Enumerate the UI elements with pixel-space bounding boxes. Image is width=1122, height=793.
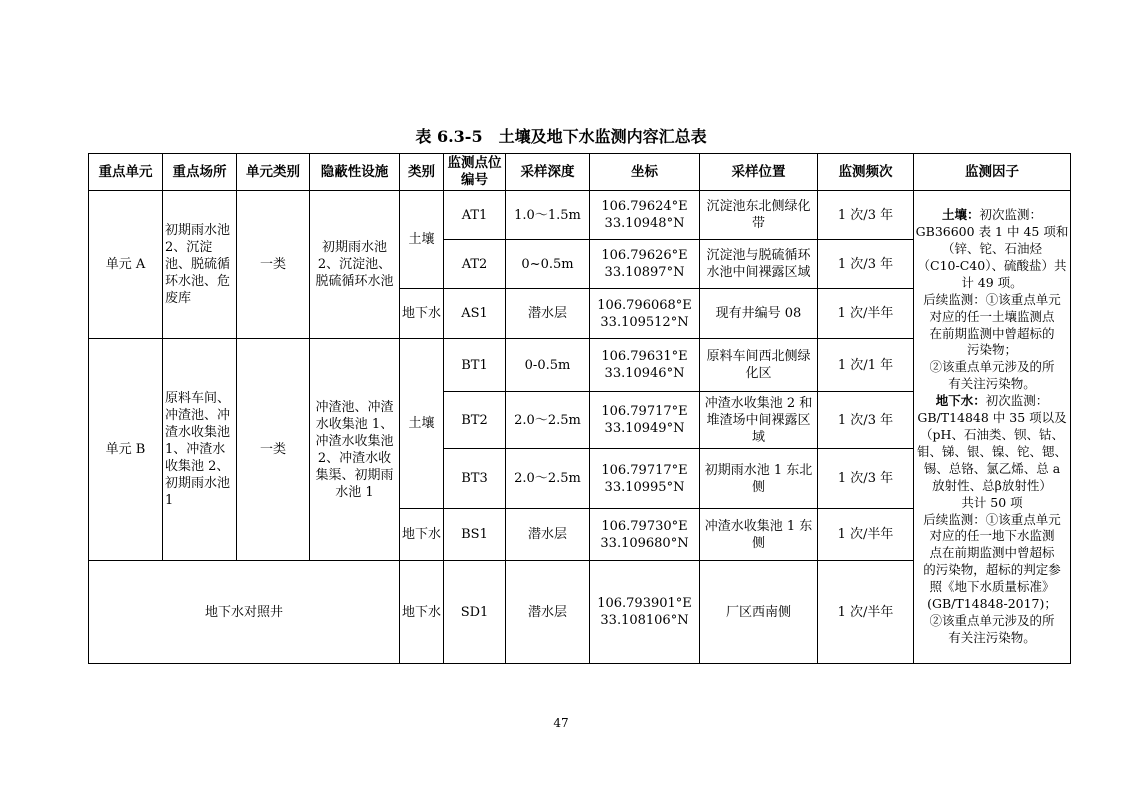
table-title: 土壤及地下水监测内容汇总表 (498, 127, 707, 146)
factor-line: 对应的任一土壤监测点 (929, 308, 1055, 324)
header-factor: 监测因子 (914, 154, 1071, 191)
depth: 潜水层 (506, 289, 590, 339)
lat: 33.109680°N (600, 535, 689, 551)
table-caption (0, 124, 1122, 147)
factor-line: GB/T14848 中 35 项以及 (917, 410, 1067, 426)
lon: 106.79717°E (601, 462, 688, 478)
factor-line: 的污染物，超标的判定参 (923, 562, 1061, 578)
factor-line: 在前期监测中曾超标的 (929, 325, 1055, 341)
coord (590, 289, 700, 339)
factor-line: （pH、石油类、钡、钴、 (920, 427, 1064, 442)
frequency: 1 次/3 年 (818, 191, 914, 240)
lat: 33.10897°N (604, 265, 685, 280)
lat: 33.10995°N (604, 479, 685, 495)
factor-line: （锌、铊、石油烃 (941, 241, 1042, 257)
depth: 2.0～2.5m (506, 392, 590, 449)
location: 厂区西南侧 (700, 561, 818, 664)
unit-b-soil-type: 土壤 (400, 339, 444, 509)
depth: 潜水层 (506, 509, 590, 561)
unit-a-facility: 初期雨水池 2、沉淀池、脱硫循环水池 (310, 191, 400, 339)
monitoring-factors (914, 191, 1071, 664)
unit-b-groundwater-type: 地下水 (400, 509, 444, 561)
factor-line: 污染物； (966, 342, 1017, 358)
factor-line: 钼、锑、银、镍、铊、锶、 (916, 443, 1067, 459)
unit-b-name: 单元 B (89, 339, 163, 561)
frequency: 1 次/3 年 (818, 240, 914, 289)
groundwater-factor-label: 地下水： (935, 393, 986, 409)
lon: 106.79717°E (601, 404, 688, 419)
depth: 2.0～2.5m (506, 449, 590, 509)
factor-line: 后续监测：①该重点单元 (923, 511, 1061, 527)
header-frequency: 监测频次 (818, 154, 914, 191)
factor-line: 初次监测： (985, 393, 1049, 409)
factor-line: 照《地下水质量标准》 (929, 579, 1055, 595)
unit-b-site: 原料车间、冲渣池、冲渣水收集池1、冲渣水收集池 2、初期雨水池 1 (163, 339, 237, 561)
header-row (89, 154, 1071, 191)
factor-line: 后续监测：①该重点单元 (923, 291, 1061, 307)
location: 原料车间西北侧绿化区 (700, 339, 818, 392)
lon: 106.793901°E (597, 596, 692, 611)
point-id: BS1 (444, 509, 506, 561)
header-depth: 采样深度 (506, 154, 590, 191)
factor-line: 初次监测： (979, 207, 1043, 223)
frequency: 1 次/1 年 (818, 339, 914, 392)
lat: 33.108106°N (600, 613, 689, 628)
location: 初期雨水池 1 东北侧 (700, 449, 818, 509)
unit-a-name: 单元 A (89, 191, 163, 339)
coord (590, 240, 700, 289)
factor-line: 点在前期监测中曾超标 (929, 545, 1055, 561)
header-point-line2: 编号 (461, 172, 488, 188)
header-facility: 隐蔽性设施 (310, 154, 400, 191)
coord (590, 392, 700, 449)
lat: 33.109512°N (600, 314, 689, 330)
header-point-line1: 监测点位 (447, 155, 502, 171)
coord (590, 449, 700, 509)
location: 冲渣水收集池 2 和堆渣场中间裸露区域 (700, 392, 818, 449)
factor-line: ②该重点单元涉及的所 (929, 612, 1055, 628)
control-well-name: 地下水对照井 (89, 561, 400, 664)
lon: 106.79624°E (601, 199, 688, 214)
frequency: 1 次/3 年 (818, 392, 914, 449)
coord (590, 339, 700, 392)
factor-line: 对应的任一地下水监测 (929, 528, 1055, 544)
coord (590, 509, 700, 561)
point-id: BT1 (444, 339, 506, 392)
coord (590, 191, 700, 240)
point-id: BT3 (444, 449, 506, 509)
factor-line: 锡、总铬、氯乙烯、总 a (923, 460, 1061, 476)
page-number: 47 (553, 716, 569, 730)
frequency: 1 次/半年 (818, 509, 914, 561)
header-point-id (444, 154, 506, 191)
table-row (89, 191, 1071, 240)
header-site: 重点场所 (163, 154, 237, 191)
header-category: 单元类别 (237, 154, 310, 191)
monitoring-table (88, 153, 1071, 664)
lon: 106.796068°E (597, 297, 692, 313)
unit-a-category: 一类 (237, 191, 310, 339)
coord (590, 561, 700, 664)
header-unit: 重点单元 (89, 154, 163, 191)
depth: 0-0.5m (506, 339, 590, 392)
point-id: BT2 (444, 392, 506, 449)
point-id: AT2 (444, 240, 506, 289)
lon: 106.79631°E (601, 349, 688, 364)
location: 沉淀池东北侧绿化带 (700, 191, 818, 240)
lat: 33.10948°N (604, 216, 685, 231)
location: 沉淀池与脱硫循环水池中间裸露区域 (700, 240, 818, 289)
location: 现有井编号 08 (700, 289, 818, 339)
point-id: AT1 (444, 191, 506, 240)
unit-b-category: 一类 (237, 339, 310, 561)
depth: 1.0～1.5m (506, 191, 590, 240)
unit-a-site: 初期雨水池2、沉淀池、脱硫循环水池、危废库 (163, 191, 237, 339)
header-coord: 坐标 (590, 154, 700, 191)
table-number: 表 6.3-5 (415, 127, 483, 146)
factor-line: (GB/T14848-2017)； (927, 596, 1057, 612)
frequency: 1 次/3 年 (818, 449, 914, 509)
unit-a-soil-type: 土壤 (400, 191, 444, 289)
unit-b-facility: 冲渣池、冲渣水收集池 1、冲渣水收集池 2、冲渣水收集渠、初期雨水池 1 (310, 339, 400, 561)
factor-line: 有关注污染物。 (948, 376, 1036, 392)
factor-line: 计 49 项。 (961, 274, 1023, 290)
unit-a-groundwater-type: 地下水 (400, 289, 444, 339)
factor-line: 放射性、总β放射性） (932, 477, 1052, 493)
factor-line: 共计 50 项 (961, 494, 1023, 510)
depth: 0~0.5m (506, 240, 590, 289)
factor-line: ②该重点单元涉及的所 (929, 359, 1055, 375)
lat: 33.10946°N (604, 366, 685, 381)
soil-factor-label: 土壤： (941, 207, 980, 223)
header-type: 类别 (400, 154, 444, 191)
factor-line: （C10-C40）、硫酸盐）共 (917, 257, 1067, 273)
lon: 106.79626°E (601, 248, 688, 263)
location: 冲渣水收集池 1 东侧 (700, 509, 818, 561)
control-type: 地下水 (400, 561, 444, 664)
factor-line: 有关注污染物。 (948, 629, 1036, 645)
lat: 33.10949°N (604, 421, 685, 436)
frequency: 1 次/半年 (818, 561, 914, 664)
factor-line: GB36600 表 1 中 45 项和 (915, 224, 1069, 240)
depth: 潜水层 (506, 561, 590, 664)
point-id: SD1 (444, 561, 506, 664)
header-location: 采样位置 (700, 154, 818, 191)
point-id: AS1 (444, 289, 506, 339)
lon: 106.79730°E (601, 518, 688, 534)
frequency: 1 次/半年 (818, 289, 914, 339)
